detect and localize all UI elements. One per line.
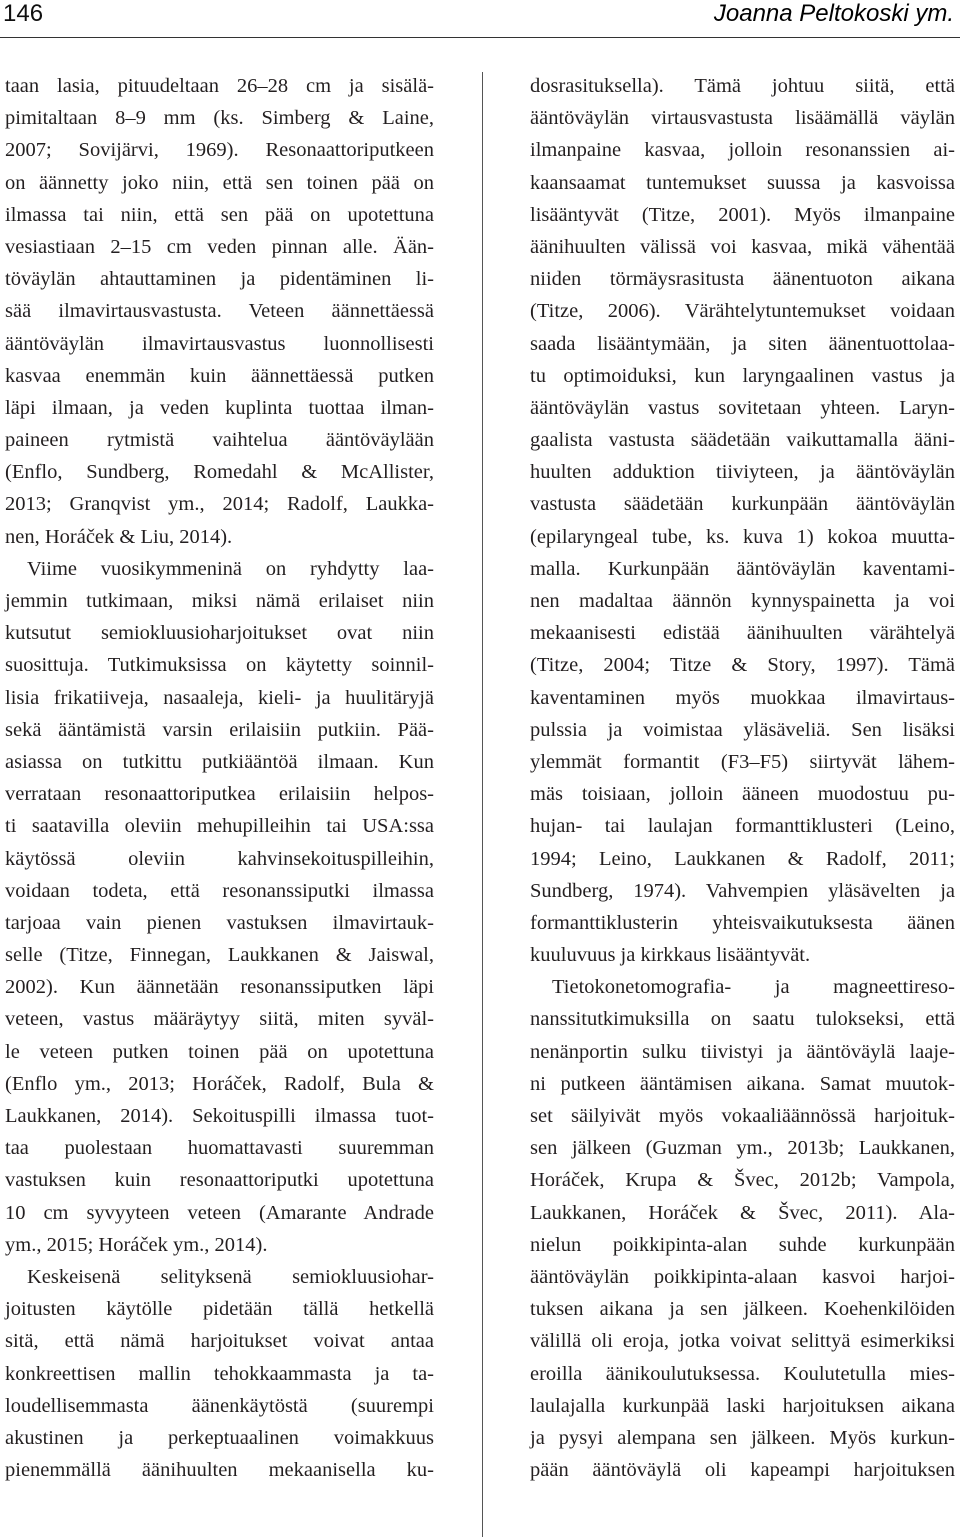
left-column-line: (Enflo, Sundberg, Romedahl & McAllister, bbox=[5, 461, 434, 484]
left-column-line: lisia frikatiiveja, nasaaleja, kieli- ja huulitäryjä bbox=[5, 686, 434, 709]
left-column-line: sitä, että nämä harjoitukset voivat antaa bbox=[5, 1330, 434, 1353]
left-column-line: vastuksen kuin resonaattoriputki upotettuna bbox=[5, 1169, 434, 1192]
right-column-line: mäs toisiaan, jolloin ääneen muodostuu pu- bbox=[530, 783, 955, 806]
right-column-line: vastusta säädetään kurkunpään ääntöväylän bbox=[530, 493, 955, 516]
right-column-line: saada lisääntymään, ja siten äänentuottolaa- bbox=[530, 332, 955, 355]
left-column-line: 2002). Kun äännetään resonanssiputken läpi bbox=[5, 976, 434, 999]
right-column-line: malla. Kurkunpään ääntöväylän kaventami- bbox=[530, 557, 955, 580]
right-column-line: Tietokonetomografia- ja magneettireso- bbox=[552, 976, 955, 999]
left-column-line: le veteen putken toinen pää on upotettuna bbox=[5, 1040, 434, 1063]
right-column-line: kaventaminen myös muokkaa ilmavirtaus- bbox=[530, 686, 955, 709]
left-column-line: selle (Titze, Finnegan, Laukkanen & Jaiswal, bbox=[5, 944, 434, 967]
left-column-line: taa puolestaan huomattavasti suuremman bbox=[5, 1137, 434, 1160]
left-column-line: nen, Horáček & Liu, 2014). bbox=[5, 525, 233, 548]
left-column-line: ti saatavilla oleviin mehupilleihin tai USA:ssa bbox=[5, 815, 434, 838]
right-column bbox=[530, 70, 955, 1486]
right-column-line: huulten adduktion tiiviyteen, ja ääntöväylän bbox=[530, 461, 955, 484]
left-column-line: voidaan todeta, että resonanssiputki ilmassa bbox=[5, 879, 434, 902]
left-column-line: läpi ilmaan, ja veden kuplinta tuottaa ilman- bbox=[5, 396, 434, 419]
left-column-line: Keskeisenä selityksenä semiokluusiohar- bbox=[27, 1265, 434, 1288]
left-column-line: ääntöväylän ilmavirtausvastus luonnollisesti bbox=[5, 332, 434, 355]
right-column-line: ja pysyi alempana sen jälkeen. Myös kurkun- bbox=[530, 1426, 955, 1449]
left-column-line: kasvaa enemmän kuin äännettäessä putken bbox=[5, 364, 434, 387]
left-column-line: töväylän ahtauttaminen ja pidentäminen li- bbox=[5, 268, 434, 291]
left-column-line: pimitaltaan 8–9 mm (ks. Simberg & Laine, bbox=[5, 107, 434, 130]
left-column-line: 2007; Sovijärvi, 1969). Resonaattoriputkeen bbox=[5, 139, 434, 162]
left-column-line: asiassa on tutkittu putkiääntöä ilmaan. Kun bbox=[5, 750, 434, 773]
left-column-line: 10 cm syvyyteen veteen (Amarante Andrade bbox=[5, 1201, 434, 1224]
left-column-line: akustinen ja perkeptuaalinen voimakkuus bbox=[5, 1426, 434, 1449]
right-column-line: mekaanisesti edistää äänihuulten värähtelyä bbox=[530, 622, 955, 645]
right-column-line: nanssitutkimuksilla on saatu tulokseksi, että bbox=[530, 1008, 955, 1031]
right-column-line: nielun poikkipinta-alan suhde kurkunpään bbox=[530, 1233, 955, 1256]
left-column-line: suosittuja. Tutkimuksissa on käytetty soinnil- bbox=[5, 654, 434, 677]
right-column-line: ilmanpaine kasvaa, jolloin resonanssien ai- bbox=[530, 139, 955, 162]
right-column-line: nenänportin sulku tiivistyi ja ääntöväylä laaje- bbox=[530, 1040, 955, 1063]
right-column-line: ni putkeen ääntämisen aikana. Samat muutok- bbox=[530, 1072, 955, 1095]
left-column-line: vesiastiaan 2–15 cm veden pinnan alle. Ään- bbox=[5, 235, 434, 258]
left-column-line: paineen rytmistä vaihtelua ääntöväylään bbox=[5, 429, 434, 452]
right-column-line: äänihuulten välissä voi kasvaa, mikä vähentää bbox=[530, 235, 955, 258]
right-column-line: dosrasituksella). Tämä johtuu siitä, että bbox=[530, 75, 955, 97]
right-column-line: gaalista vastusta säädetään vaikuttamalla ääni- bbox=[530, 429, 955, 452]
right-column-line: set säilyivät myös vokaaliäännössä harjoituk- bbox=[530, 1105, 955, 1127]
right-column-line: välillä oli eroja, jotka voivat selittyä esimerkiksi bbox=[530, 1330, 955, 1353]
running-head: Joanna Peltokoski ym. bbox=[713, 0, 954, 27]
right-column-line: (Titze, 2006). Värähtelytuntemukset voidaan bbox=[530, 300, 955, 323]
right-column-line: laulajalla kurkunpää laski harjoituksen aikana bbox=[530, 1394, 955, 1417]
right-column-line: sen jälkeen (Guzman ym., 2013b; Laukkanen, bbox=[530, 1137, 955, 1160]
right-column-line: niiden törmäysrasitusta äänentuoton aikana bbox=[530, 268, 955, 291]
left-column-line: tarjoaa vain pienen vastuksen ilmavirtauk- bbox=[5, 911, 434, 934]
left-column-line: jemmin tutkimaan, miksi nämä erilaiset niin bbox=[5, 590, 434, 612]
left-column-line: loudellisemmasta äänenkäytöstä (suurempi bbox=[5, 1394, 434, 1417]
left-column-line: Viime vuosikymmeninä on ryhdytty laa- bbox=[27, 557, 434, 580]
right-column-line: Laukkanen, Horáček & Švec, 2011). Ala- bbox=[530, 1201, 955, 1224]
right-column-line: nen madaltaa äännön kynnyspainetta ja voi bbox=[530, 590, 955, 612]
right-column-line: ylemmät formantit (F3–F5) siirtyvät lähem- bbox=[530, 750, 955, 773]
right-column-line: 1994; Leino, Laukkanen & Radolf, 2011; bbox=[530, 847, 955, 870]
left-column-line: pienemmällä äänihuulten mekaanisella ku- bbox=[5, 1459, 434, 1482]
left-column-line: ym., 2015; Horáček ym., 2014). bbox=[5, 1233, 268, 1256]
right-column-line: kuuluvuus ja kirkkaus lisääntyvät. bbox=[530, 944, 811, 967]
left-column-line: konkreettisen mallin tehokkaammasta ja ta- bbox=[5, 1362, 434, 1385]
right-column-line: formanttiklusterin yhteisvaikutuksesta äänen bbox=[530, 911, 955, 934]
right-column-line: Sundberg, 1974). Vahvempien yläsävelten ja bbox=[530, 879, 955, 902]
right-column-line: tu optimoiduksi, kun laryngaalinen vastus ja bbox=[530, 364, 955, 387]
right-column-line: hujan- tai laulajan formanttiklusteri (Leino, bbox=[530, 815, 955, 838]
header-rule bbox=[0, 37, 960, 38]
right-column-line: (Titze, 2004; Titze & Story, 1997). Tämä bbox=[530, 654, 955, 677]
left-column bbox=[5, 70, 434, 1486]
right-column-line: lisääntyvät (Titze, 2001). Myös ilmanpaine bbox=[530, 203, 955, 226]
page-header bbox=[0, 0, 960, 40]
left-column-line: veteen, vastus määräytyy siitä, miten syväl- bbox=[5, 1008, 434, 1031]
left-column-line: ilmassa tai niin, että sen pää on upotettuna bbox=[5, 203, 434, 226]
right-column-line: ääntöväylän virtausvastusta lisäämällä väylän bbox=[530, 107, 955, 130]
right-column-line: pään ääntöväylä oli kapeampi harjoituksen bbox=[530, 1459, 955, 1482]
left-column-line: taan lasia, pituudeltaan 26–28 cm ja sisälä- bbox=[5, 75, 434, 97]
left-column-line: (Enflo ym., 2013; Horáček, Radolf, Bula & bbox=[5, 1072, 434, 1095]
page-number: 146 bbox=[3, 0, 44, 27]
left-column-line: on äännetty joko niin, että sen toinen pää on bbox=[5, 171, 434, 194]
left-column-line: sää ilmavirtausvastusta. Veteen äännettäessä bbox=[5, 300, 434, 323]
right-column-line: kaansaamat tuntemukset suussa ja kasvoissa bbox=[530, 171, 955, 194]
right-column-line: ääntöväylän poikkipinta-alaan kasvoi harjoi- bbox=[530, 1265, 955, 1288]
column-divider bbox=[482, 72, 483, 1537]
left-column-line: 2013; Granqvist ym., 2014; Radolf, Laukka- bbox=[5, 493, 434, 516]
right-column-line: Horáček, Krupa & Švec, 2012b; Vampola, bbox=[530, 1169, 955, 1192]
left-column-line: Laukkanen, 2014). Sekoituspilli ilmassa tuot- bbox=[5, 1105, 434, 1127]
right-column-line: tuksen aikana ja sen jälkeen. Koehenkilöiden bbox=[530, 1298, 955, 1321]
left-column-line: verrataan resonaattoriputkea erilaisiin helpos- bbox=[5, 783, 434, 806]
right-column-line: eroilla äänikoulutuksessa. Koulutetulla mies- bbox=[530, 1362, 955, 1385]
left-column-line: sekä ääntämistä varsin erilaisiin putkiin. Pää- bbox=[5, 718, 434, 741]
right-column-line: (epilaryngeal tube, ks. kuva 1) kokoa muutta- bbox=[530, 525, 955, 548]
right-column-line: ääntöväylän vastus sovitetaan yhteen. Laryn- bbox=[530, 396, 955, 419]
left-column-line: käytössä oleviin kahvinsekoituspilleihin, bbox=[5, 847, 434, 870]
left-column-line: kutsutut semiokluusioharjoitukset ovat niin bbox=[5, 622, 434, 645]
right-column-line: pulssia ja voimistaa yläsäveliä. Sen lisäksi bbox=[530, 718, 955, 741]
left-column-line: joitusten käytölle pidetään tällä hetkellä bbox=[5, 1298, 434, 1321]
